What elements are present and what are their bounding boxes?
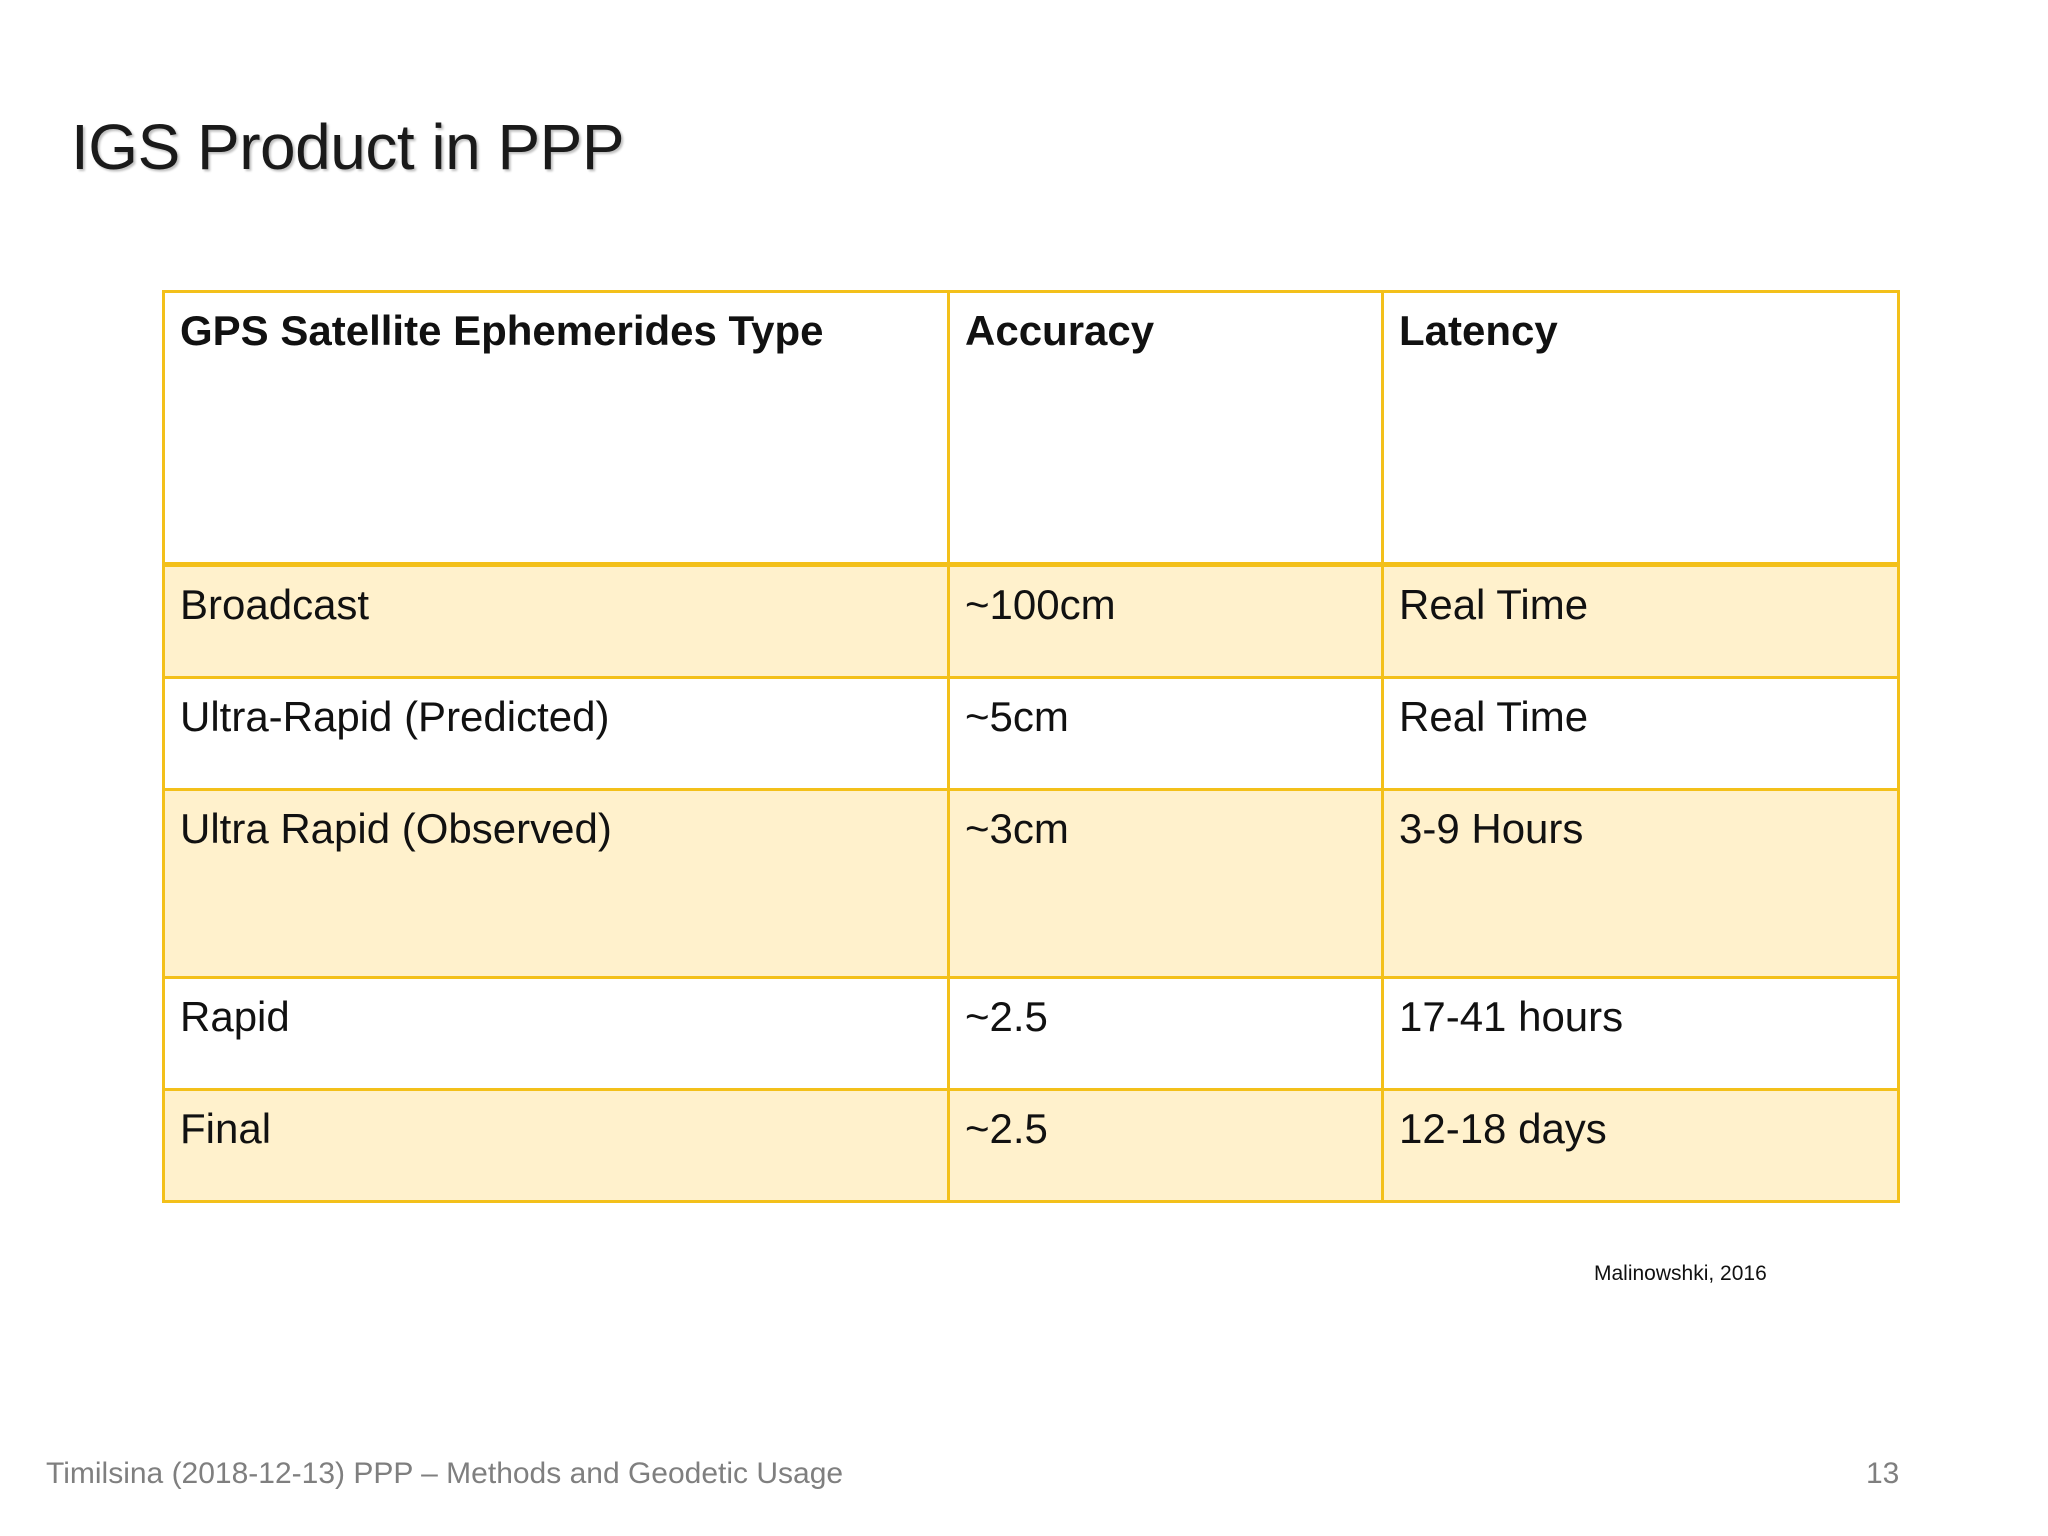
header-latency: Latency <box>1383 292 1899 565</box>
cell-accuracy: ~3cm <box>949 790 1383 978</box>
header-accuracy: Accuracy <box>949 292 1383 565</box>
cell-latency: 17-41 hours <box>1383 978 1899 1090</box>
cell-latency: 3-9 Hours <box>1383 790 1899 978</box>
cell-latency: Real Time <box>1383 678 1899 790</box>
cell-type: Ultra Rapid (Observed) <box>164 790 949 978</box>
cell-type: Final <box>164 1090 949 1202</box>
cell-latency: Real Time <box>1383 565 1899 678</box>
table-row <box>164 790 1899 978</box>
cell-accuracy: ~5cm <box>949 678 1383 790</box>
ephemerides-table <box>162 290 1900 1203</box>
slide-title: IGS Product in PPP <box>71 111 625 183</box>
table-header-row <box>164 292 1899 565</box>
header-type: GPS Satellite Ephemerides Type <box>164 292 949 565</box>
cell-latency: 12-18 days <box>1383 1090 1899 1202</box>
citation: Malinowshki, 2016 <box>1594 1262 1767 1285</box>
cell-accuracy: ~2.5 <box>949 978 1383 1090</box>
table-row <box>164 565 1899 678</box>
table-row <box>164 678 1899 790</box>
cell-accuracy: ~2.5 <box>949 1090 1383 1202</box>
table-row <box>164 978 1899 1090</box>
table-row <box>164 1090 1899 1202</box>
page-number: 13 <box>1866 1457 1900 1490</box>
cell-type: Rapid <box>164 978 949 1090</box>
cell-accuracy: ~100cm <box>949 565 1383 678</box>
cell-type: Broadcast <box>164 565 949 678</box>
cell-type: Ultra-Rapid (Predicted) <box>164 678 949 790</box>
slide-footer: Timilsina (2018-12-13) PPP – Methods and Geodetic Usage <box>46 1457 844 1490</box>
